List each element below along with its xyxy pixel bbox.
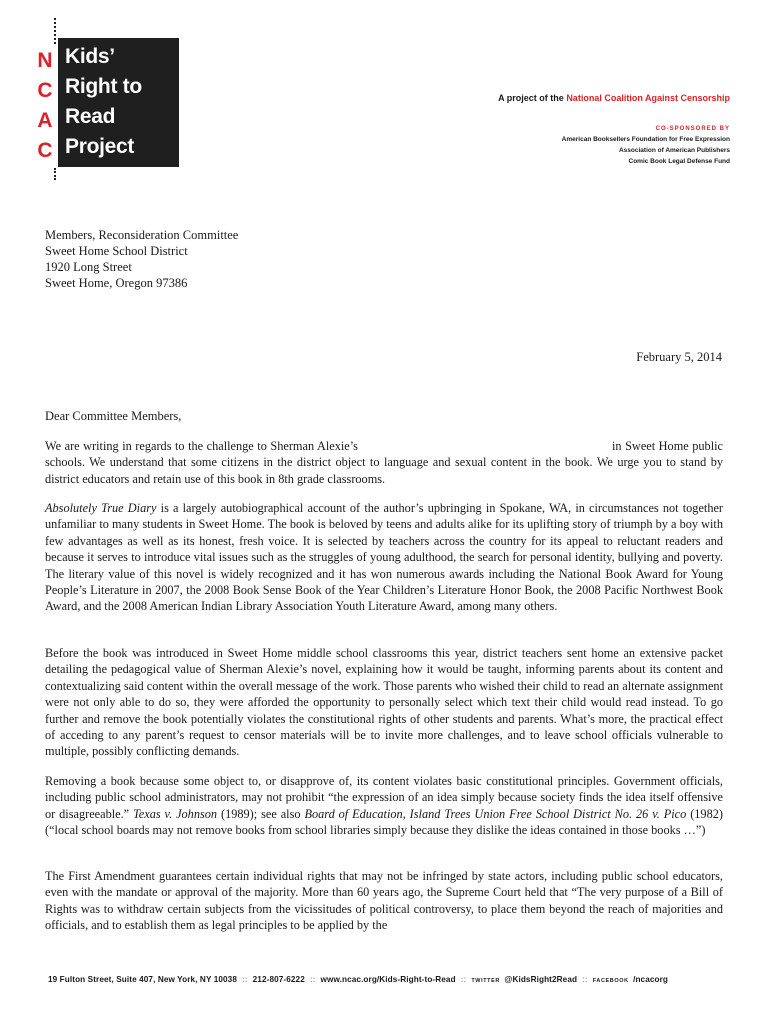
sponsor-item: Association of American Publishers — [618, 147, 730, 154]
footer-phone: 212-807-6222 — [252, 975, 305, 984]
case-citation: Board of Education, Island Trees Union Free School District No. 26 v. Pico — [304, 806, 687, 821]
facebook-link[interactable]: /ncacorg — [633, 975, 669, 984]
ncac-acronym — [36, 46, 54, 166]
salutation: Dear Committee Members, — [45, 409, 182, 423]
logo-dotted-line-bottom — [54, 168, 56, 180]
facebook-label: FACEBOOK — [592, 978, 629, 984]
ncac-letter: A — [37, 109, 53, 132]
paragraph-background: Before the book was introduced in Sweet Home middle school classrooms this year, district teachers sent home an extensive packet detailing the pedagogical value of Sherman Alexie’s novel, explaining how it would be taught, informing parents about its content and contextualizing said content within the overall message of the work. Those parents who wished their child to read an alternate assignment were not only able to do so, they were afforded the opportunity to personally select which text their child would read instead. To go further and remove the book potentially violates the constitutional rights of other students and parents. What’s more, the practical effect of acceding to any parent’s request to censor materials will be to invite more challenges, and to leave school officials vulnerable to multiple, possibly conflicting demands. — [45, 646, 723, 759]
cosponsored-label: CO-SPONSORED BY — [655, 126, 730, 132]
ncac-letter: C — [37, 139, 53, 162]
address-line: Sweet Home School District — [45, 244, 188, 258]
twitter-label: TWITTER — [471, 978, 500, 984]
sponsor-item: Comic Book Legal Defense Fund — [628, 158, 730, 165]
logo-dotted-line-top — [54, 18, 56, 44]
paragraph-first-amendment: The First Amendment guarantees certain individual rights that may not be infringed by state actors, including public school educators, even with the mandate or approval of the majority. More than 60 years ago, the Supreme Court held that “The very purpose of a Bill of Rights was to withdraw certain subjects from the vicissitudes of political controversy, to place them beyond the reach of majorities and officials, and to establish them as legal principles to be applied by the — [45, 869, 723, 933]
twitter-handle-link[interactable]: @KidsRight2Read — [504, 975, 578, 984]
case-citation: Texas v. Johnson — [133, 806, 218, 821]
footer-address: 19 Fulton Street, Suite 407, New York, NY 10038 — [48, 975, 237, 984]
letter-date: February 5, 2014 — [636, 350, 722, 364]
address-line: Sweet Home, Oregon 97386 — [45, 276, 188, 290]
paragraph-constitutional: Removing a book because some object to, or disapprove of, its content violates basic constitutional principles. Government officials, including public school administrators, may not prohibit “the expression of an idea simply because society finds the idea itself offensive or disagreeable.” Texas v. Johnson (1989); see also Board of Education, Island Trees Union Free School District No. 26 v. Pico (1982) (“local school boards may not remove books from school libraries simply because they dislike the ideas contained in those books …”) — [45, 774, 723, 838]
kids-right-to-read-logo — [58, 38, 179, 167]
project-prefix: A project of the — [498, 93, 564, 103]
logo-line: Kids’ — [65, 45, 115, 68]
project-of-line — [498, 93, 730, 103]
logo-line: Read — [65, 105, 116, 128]
project-org-link[interactable]: National Coalition Against Censorship — [566, 93, 730, 103]
logo-line: Project — [65, 135, 135, 158]
footer-website-link[interactable]: www.ncac.org/Kids-Right-to-Read — [320, 975, 456, 984]
footer-contact: 19 Fulton Street, Suite 407, New York, NY 10038 :: 212-807-6222 :: www.ncac.org/Kids-Right-to-Read :: TWITTER @KidsRight2Read :: FACEBOOK /ncacorg — [48, 975, 669, 984]
sponsor-item: American Booksellers Foundation for Free Expression — [561, 136, 730, 143]
address-line: 1920 Long Street — [45, 260, 132, 274]
ncac-letter: C — [37, 79, 53, 102]
ncac-letter: N — [37, 49, 53, 72]
address-line: Members, Reconsideration Committee — [45, 228, 239, 242]
logo-line: Right to — [65, 75, 142, 98]
paragraph-intro: We are writing in regards to the challenge to Sherman Alexie’s in Sweet Home public schools. We understand that some citizens in the district object to language and sexual content in the book. We urge you to stand by district educators and retain use of this book in 8th grade classrooms. — [45, 439, 723, 486]
paragraph-book-description: Absolutely True Diary is a largely autobiographical account of the author’s upbringing in Spokane, WA, in circumstances not together unfamiliar to many students in Sweet Home. The book is beloved by teens and adults alike for its uplifting story of triumph by a boy with few advantages as well as its honest, fresh voice. It is selected by teachers across the country for its appeal to reluctant readers and because it serves to introduce vital issues such as the struggles of young adulthood, the search for personal identity, bullying and poverty. The literary value of this novel is widely recognized and it has won numerous awards including the National Book Award for Young People’s Literature in 2007, the 2008 Book Sense Book of the Year Children’s Literature Honor Book, the 2008 Pacific Northwest Book Award, and the 2008 American Indian Library Association Youth Literature Award, among many others. — [45, 501, 724, 614]
book-title: Absolutely True Diary — [45, 501, 157, 515]
